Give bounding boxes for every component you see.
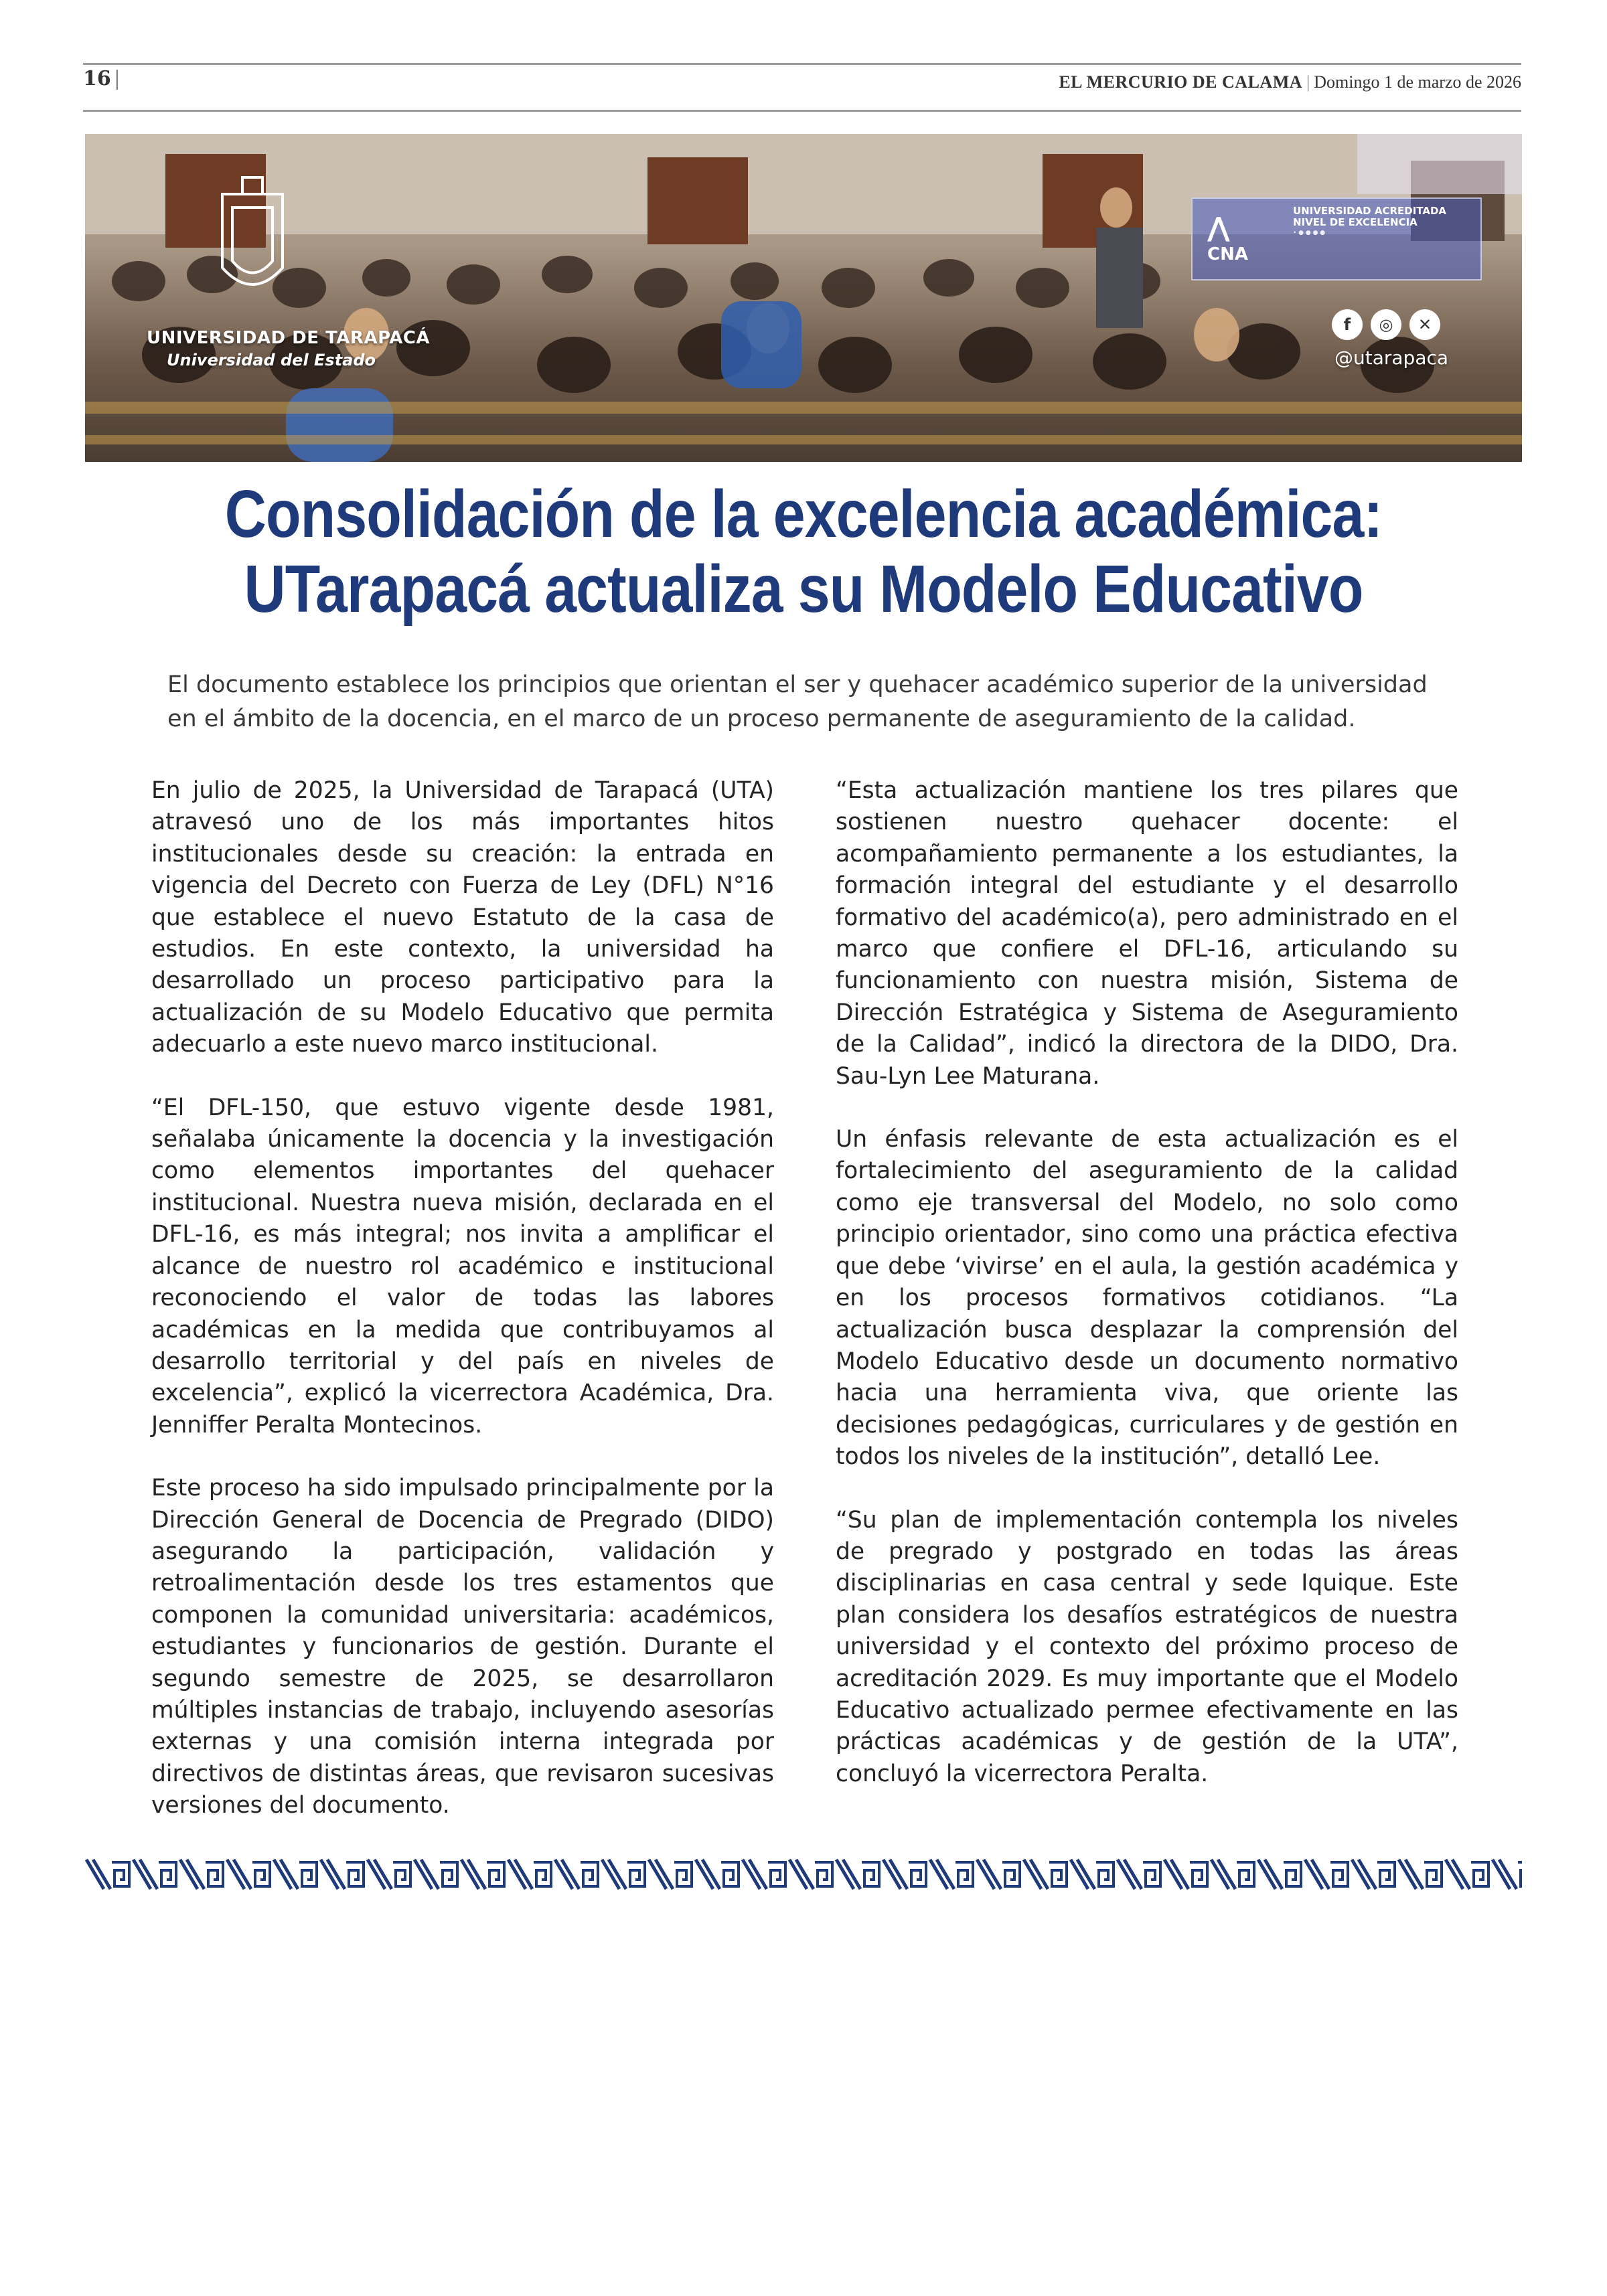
paragraph: “Su plan de implementación contempla los niveles de pregrado y postgrado en todas las áreas disciplinarias en casa central y sede Iquique. Este plan considera los desafíos estratégicos de nuestra universidad y el contexto del próximo proceso de acreditación 2029. Es muy importante que el Modelo Educativo actualizado permee efectivamente en las prácticas académicas y de gestión de la UTA”, concluyó la vicerrectora Peralta. xyxy=(836,1506,1458,1787)
paragraph: “El DFL-150, que estuvo vigente desde 1981, señalaba únicamente la docencia y la investigación como elementos importantes del quehacer institucional. Nuestra nueva misión, declarada en el DFL-16, es más integral; nos invita a amplificar el alcance de nuestro rol académico e institucional reconociendo el valor de todas las labores académicas en la medida que contribuyamos al desarrollo territorial y del país en niveles de excelencia”, explicó la vicerrectora Académica, Dra. Jenniffer Peralta Montecinos. xyxy=(151,1094,774,1439)
paragraph: “Esta actualización mantiene los tres pilares que sostienen nuestro quehacer docente: el acompañamiento permanente a los estudiantes, la formación integral del estudiante y el desarrollo formativo del académico(a), pero administrado en el marco que confiere el DFL-16, articulando su funcionamiento con nuestra misión, Sistema de Dirección Estratégica y Sistema de Aseguramiento de la Calidad”, indicó la directora de la DIDO, Dra. Sau-Lyn Lee Maturana. xyxy=(836,777,1458,1090)
publication-name: EL MERCURIO DE CALAMA xyxy=(1059,72,1303,92)
university-logo-name: UNIVERSIDAD DE TARAPACÁ xyxy=(147,328,431,348)
facebook-icon: f xyxy=(1332,309,1363,340)
headline-line-1: Consolidación de la excelencia académica: xyxy=(224,477,1383,552)
cna-acronym: CNA xyxy=(1207,244,1248,264)
social-handle: @utarapaca xyxy=(1334,347,1449,369)
page-number: 16 | xyxy=(83,67,121,90)
instagram-icon: ◎ xyxy=(1371,309,1401,340)
university-logo-tagline: Universidad del Estado xyxy=(167,351,376,370)
social-icons xyxy=(1332,309,1440,340)
decorative-border-pattern xyxy=(85,1854,1522,1894)
publication-date: Domingo 1 de marzo de 2026 xyxy=(1314,72,1521,92)
cna-logo-icon: ⋀ xyxy=(1207,212,1230,243)
paragraph: En julio de 2025, la Universidad de Tarapacá (UTA) atravesó uno de los más importantes hitos institucionales desde su creación: la entrada en vigencia del Decreto con Fuerza de Ley (DFL) N°16 que establece el nuevo Estatuto de la casa de estudios. En este contexto, la universidad ha desarrollado un proceso participativo para la actualización de su Modelo Educativo que permita adecuarlo a este nuevo marco institucional. xyxy=(151,777,774,1058)
cna-badge-areas: • ● ● ● ● xyxy=(1293,230,1326,236)
header-top-rule xyxy=(83,63,1521,65)
cna-accreditation-badge xyxy=(1191,197,1482,280)
article-column-right xyxy=(836,775,1458,1821)
cna-badge-title: UNIVERSIDAD ACREDITADA NIVEL DE EXCELENCIA xyxy=(1293,205,1447,228)
article-column-left xyxy=(151,775,774,1854)
paragraph: Un énfasis relevante de esta actualización es el fortalecimiento del aseguramiento de la calidad como eje transversal del Modelo, no solo como principio orientador, sino como una práctica efectiva que debe ‘vivirse’ en el aula, la gestión académica y en los procesos formativos cotidianos. “La actualización busca desplazar la comprensión del Modelo Educativo desde un documento normativo hacia una herramienta viva, que oriente las decisiones pedagógicas, curriculares y de gestión en todos los niveles de la institución”, detalló Lee. xyxy=(836,1126,1458,1471)
x-icon: ✕ xyxy=(1409,309,1440,340)
header-publication-info: EL MERCURIO DE CALAMA | Domingo 1 de marzo de 2026 xyxy=(1059,72,1521,92)
photo-illustration xyxy=(85,134,1522,462)
headline-line-2: UTarapacá actualiza su Modelo Educativo xyxy=(244,552,1363,627)
article-deck: El documento establece los principios que orientan el ser y quehacer académico superior de la universidad en el ámbito de la docencia, en el marco de un proceso permanente de aseguramiento de la calidad. xyxy=(167,671,1428,732)
article-headline xyxy=(185,477,1422,627)
header-bottom-rule xyxy=(83,110,1521,112)
event-photo xyxy=(85,134,1522,462)
paragraph: Este proceso ha sido impulsado principalmente por la Dirección General de Docencia de Pregrado (DIDO) asegurando la participación, validación y retroalimentación desde los tres estamentos que componen la comunidad universitaria: académicos, estudiantes y funcionarios de gestión. Durante el segundo semestre de 2025, se desarrollaron múltiples instancias de trabajo, incluyendo asesorías externas y una comisión interna integrada por directivos de distintas áreas, que revisaron sucesivas versiones del documento. xyxy=(151,1475,774,1819)
